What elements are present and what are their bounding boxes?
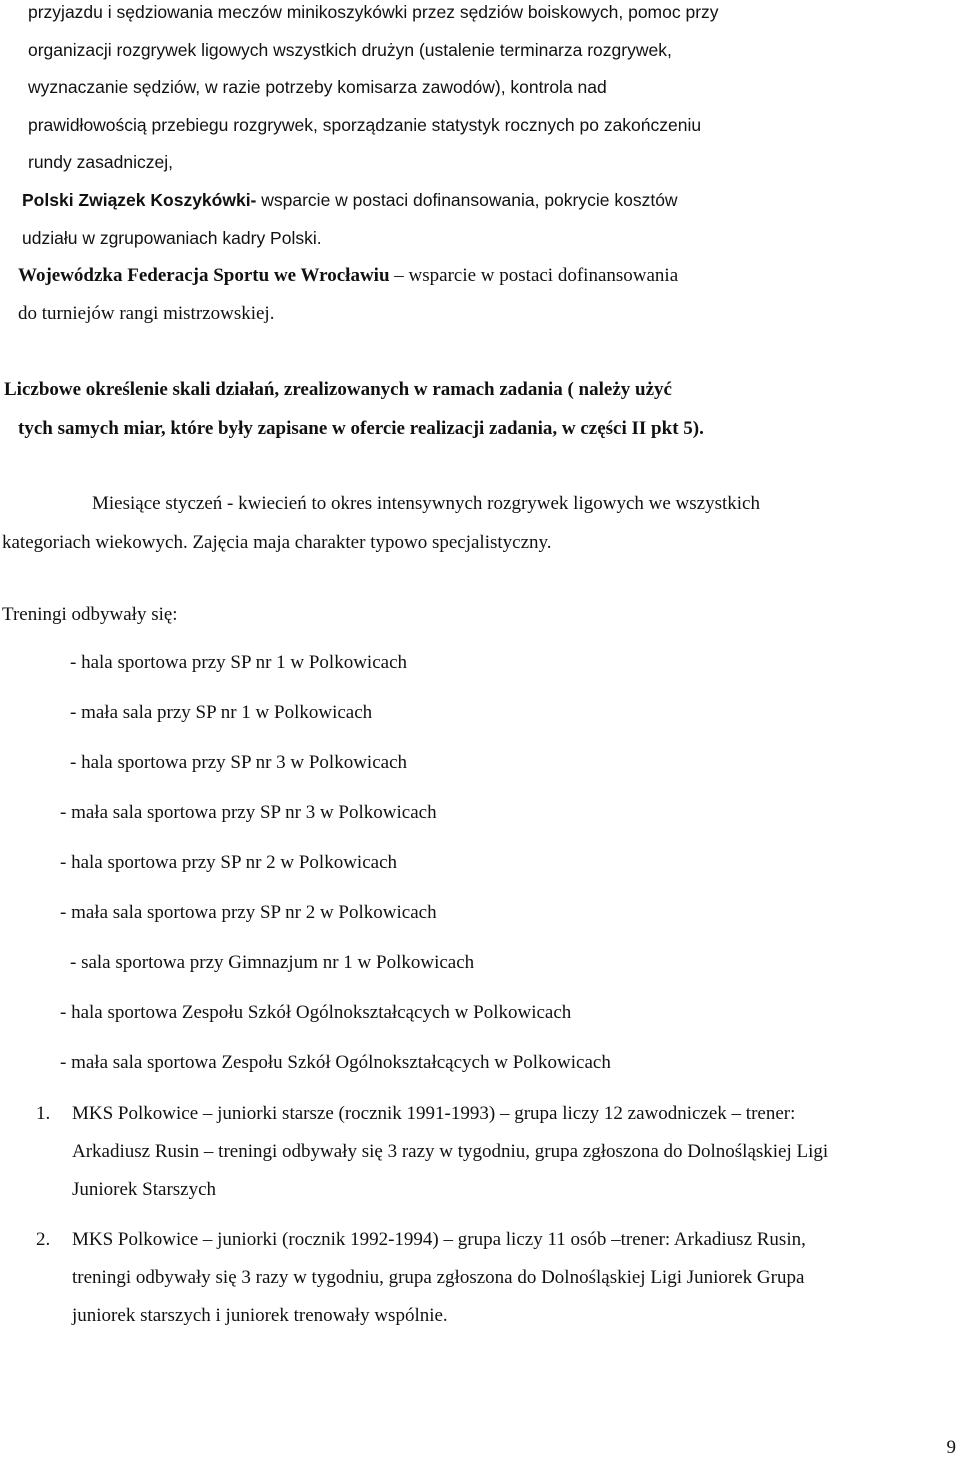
list-number: 1. xyxy=(36,1103,51,1124)
pzkosz-line xyxy=(22,188,678,212)
wfs-support: – wsparcie w postaci dofinansowania xyxy=(389,265,679,286)
group-line: MKS Polkowice – juniorki (rocznik 1992-1994) – grupa liczy 11 osób –trener: Arkadiusz Rusin, xyxy=(72,1229,806,1250)
text-line: prawidłowością przebiegu rozgrywek, sporządzanie statystyk rocznych po zakończeniu xyxy=(28,115,702,135)
wfs-line xyxy=(18,264,678,288)
list-item: - mała sala sportowa przy SP nr 3 w Polkowicach xyxy=(60,802,437,823)
section-heading-line1: Liczbowe określenie skali działań, zrealizowanych w ramach zadania ( należy użyć xyxy=(4,379,672,400)
pzkosz-support: wsparcie w postaci dofinansowania, pokrycie kosztów xyxy=(256,190,678,210)
wfs-name: Wojewódzka Federacja Sportu we Wrocławiu xyxy=(18,265,390,286)
text-line: wyznaczanie sędziów, w razie potrzeby komisarza zawodów), kontrola nad xyxy=(28,77,607,97)
list-number: 2. xyxy=(36,1229,51,1250)
list-item: - hala sportowa przy SP nr 3 w Polkowicach xyxy=(70,752,408,773)
section-heading-line2: tych samych miar, które były zapisane w ofercie realizacji zadania, w części II pkt 5). xyxy=(18,418,704,439)
group-line: treningi odbywały się 3 razy w tygodniu, grupa zgłoszona do Dolnośląskiej Ligi Juniorek Grupa xyxy=(72,1267,805,1288)
group-line: juniorek starszych i juniorek trenowały wspólnie. xyxy=(72,1305,448,1326)
group-line: Arkadiusz Rusin – treningi odbywały się 3 razy w tygodniu, grupa zgłoszona do Dolnośląskiej Ligi xyxy=(72,1141,829,1162)
group-line: MKS Polkowice – juniorki starsze (rocznik 1991-1993) – grupa liczy 12 zawodniczek – trener: xyxy=(72,1103,796,1124)
intro-line2: kategoriach wiekowych. Zajęcia maja charakter typowo specjalistyczny. xyxy=(2,532,552,553)
list-item: - hala sportowa przy SP nr 2 w Polkowicach xyxy=(60,852,398,873)
list-item: - mała sala sportowa przy SP nr 2 w Polkowicach xyxy=(60,902,437,923)
text-line: przyjazdu i sędziowania meczów minikoszykówki przez sędziów boiskowych, pomoc przy xyxy=(28,2,719,22)
text-line: rundy zasadniczej, xyxy=(28,152,173,172)
list-item: - sala sportowa przy Gimnazjum nr 1 w Polkowicach xyxy=(70,952,475,973)
list-item: - mała sala przy SP nr 1 w Polkowicach xyxy=(70,702,373,723)
group-line: Juniorek Starszych xyxy=(72,1179,217,1200)
list-item: - mała sala sportowa Zespołu Szkół Ogólnokształcących w Polkowicach xyxy=(60,1052,611,1073)
pzkosz-name: Polski Związek Koszykówki- xyxy=(22,190,257,210)
wfs-line2: do turniejów rangi mistrzowskiej. xyxy=(18,303,275,324)
page-number: 9 xyxy=(946,1437,956,1458)
pzkosz-line2: udziału w zgrupowaniach kadry Polski. xyxy=(22,228,322,248)
text-line: organizacji rozgrywek ligowych wszystkich drużyn (ustalenie terminarza rozgrywek, xyxy=(28,40,672,60)
intro-line1: Miesiące styczeń - kwiecień to okres intensywnych rozgrywek ligowych we wszystkich xyxy=(92,493,760,514)
list-item: - hala sportowa Zespołu Szkół Ogólnokształcących w Polkowicach xyxy=(60,1002,572,1023)
list-item: - hala sportowa przy SP nr 1 w Polkowicach xyxy=(70,652,408,673)
trainings-label: Treningi odbywały się: xyxy=(2,604,178,625)
